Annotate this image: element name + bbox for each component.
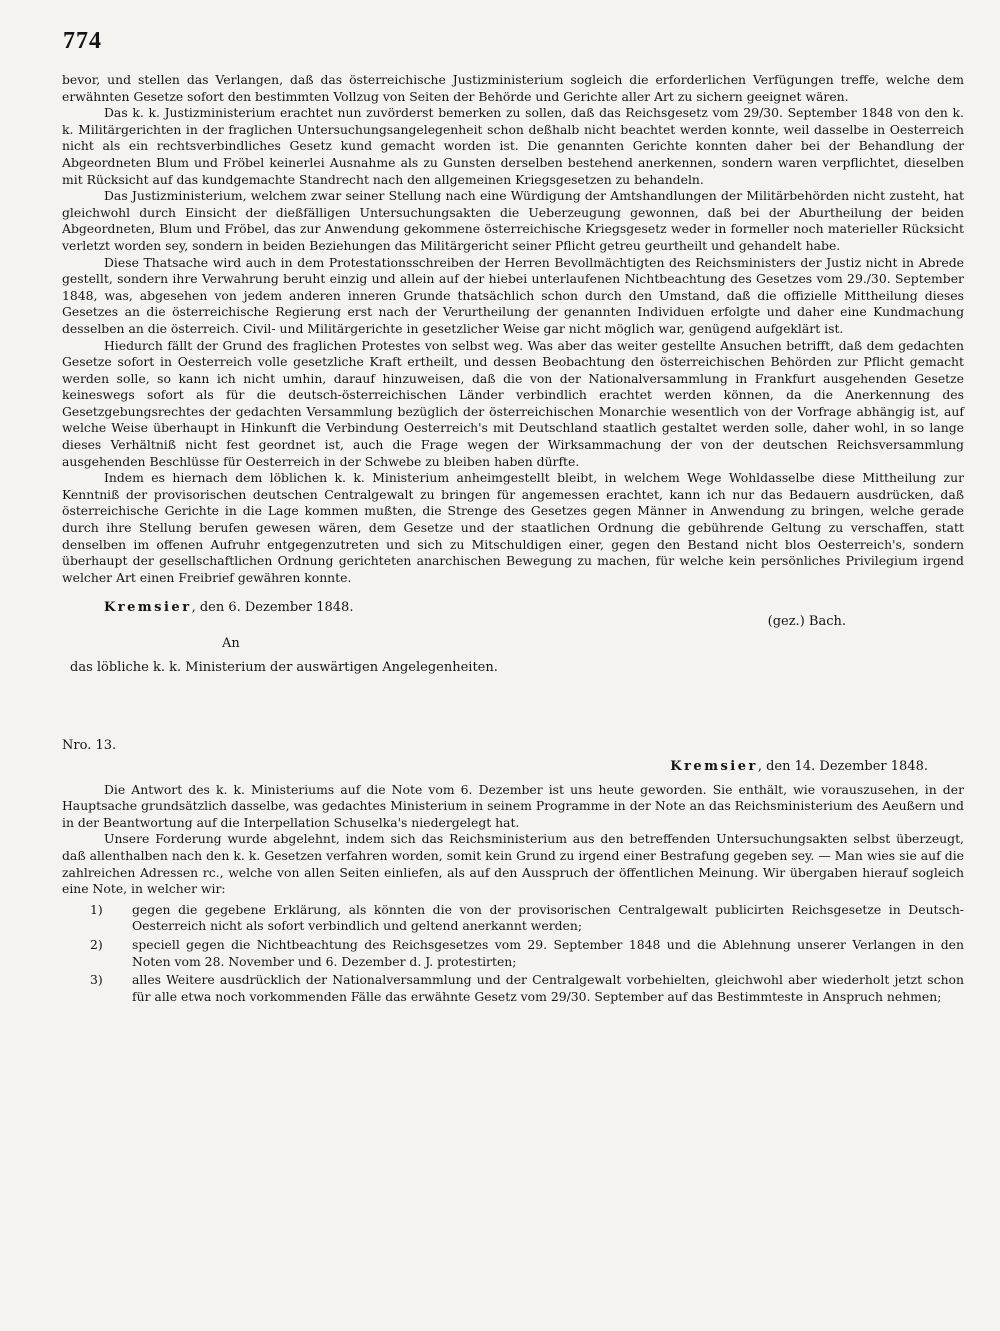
paragraph: Hiedurch fällt der Grund des fraglichen Protestes von selbst weg. Was aber das weiter gestellte Ansuchen betrifft, daß dem gedachten Gesetze sofort in Oesterreich volle gesetzliche Kraft ertheilt, und dessen Beobachtung den österreichischen Behörden zur Pflicht gemacht werden solle, so kann ich nicht umhin, darauf hinzuweisen, daß die von der Nationalversammlung in Frankfurt ausgehenden Gesetze keineswegs sofort als für die deutsch-österreichischen Länder verbindlich erachtet werden können, da die Anerkennung des Gesetzgebungsrechtes der gedachten Versammlung bezüglich der österreichischen Monarchie wesentlich von der Vorfrage abhängig ist, auf welche Weise überhaupt in Hinkunft die Verbindung Oesterreich's mit Deutschland staatlich gestaltet werden solle, daher wohl, in so lange dieses Verhältniß nicht fest geordnet ist, auch die Frage wegen der Wirksammachung der von der deutschen Reichsversammlung ausgehenden Beschlüsse für Oesterreich in der Schwebe zu bleiben haben dürfte. — [62, 337, 964, 469]
signature-date: , den 6. Dezember 1848. — [191, 600, 354, 616]
list-item — [62, 902, 964, 935]
paragraph: Das Justizministerium, welchem zwar seiner Stellung nach eine Würdigung der Amtshandlungen der Militärbehörden nicht zusteht, hat gleichwohl durch Einsicht der dießfälligen Untersuchungsakten die Ueberzeugung gewonnen, daß bei der Aburtheilung der beiden Abgeordneten, Blum und Fröbel, das zur Anwendung gekommene österreichische Kriegsgesetz weder in formeller noch materieller Rücksicht verletzt worden sey, sondern in beiden Beziehungen das Militärgericht seiner Pflicht getreu geurtheilt und gehandelt habe. — [62, 188, 964, 253]
list-item-number: 2) — [90, 936, 103, 952]
paragraph: Unsere Forderung wurde abgelehnt, indem sich das Reichsministerium aus den betreffenden Untersuchungsakten selbst überzeugt, daß allenthalben nach den k. k. Gesetzen verfahren worden, somit kein Grund zu irgend einer Bestrafung gegeben sey. — Man wies sie auf die zahlreichen Adressen rc., welche von allen Seiten einliefen, als auf den Ausspruch der öffentlichen Meinung. Wir übergaben hierauf sogleich eine Note, in welcher wir: — [62, 831, 964, 897]
list-item-text: alles Weitere ausdrücklich der Nationalversammlung und der Centralgewalt vorbehielten, gleichwohl aber wiederholt jetzt schon für alle etwa noch vorkommenden Fälle das erwähnte Gesetz vom 29/30. September auf das Bestimmteste in Anspruch nehmen; — [132, 972, 964, 1004]
dateline-date: , den 14. Dezember 1848. — [757, 759, 928, 774]
signature-name: (gez.) Bach. — [767, 614, 846, 630]
paragraph: bevor, und stellen das Verlangen, daß das österreichische Justizministerium sogleich die erforderlichen Verfügungen treffe, welche dem erwähnten Gesetze sofort den bestimmten Vollzug von Seiten der Behörde und Gerichte aller Art zu sichern geeignet wären. — [62, 72, 964, 104]
paragraph: Das k. k. Justizministerium erachtet nun zuvörderst bemerken zu sollen, daß das Reichsgesetz vom 29/30. September 1848 von den k. k. Militärgerichten in der fraglichen Untersuchungsangelegenheit schon deßhalb nicht beachtet werden konnte, weil dasselbe in Oesterreich nicht als ein rechtsverbindliches Gesetz kund gemacht worden ist. Die genannten Gerichte konnten daher bei der Behandlung der Abgeordneten Blum und Fröbel keinerlei Ausnahme als zu Gunsten derselben bestehend anerkennen, sondern waren verpflichtet, dieselben mit Rücksicht auf das kundgemachte Standrecht nach den allgemeinen Kriegsgesetzen zu behandeln. — [62, 105, 964, 187]
numbered-list — [62, 902, 964, 1006]
paragraph: Die Antwort des k. k. Ministeriums auf die Note vom 6. Dezember ist uns heute geworden. Sie enthält, wie vorauszusehen, in der Hauptsache grundsätzlich dasselbe, was gedachtes Ministerium in seinem Programme in der Note an das Reichsministerium des Aeußern und in der Beantwortung auf die Interpellation Schuselka's niedergelegt hat. — [62, 781, 964, 830]
page-number: 774 — [63, 28, 102, 54]
list-item — [62, 937, 964, 970]
list-item — [62, 972, 964, 1005]
signature-place: Kremsier — [104, 600, 192, 616]
paragraph: Indem es hiernach dem löblichen k. k. Ministerium anheimgestellt bleibt, in welchem Wege Wohldasselbe diese Mittheilung zur Kenntniß der provisorischen deutschen Centralgewalt zu bringen für angemessen erachtet, kann ich nur das Bedauern ausdrücken, daß österreichische Gerichte in die Lage kommen mußten, die Strenge des Gesetzes gegen Männer in Anwendung zu bringen, welche gerade durch ihre Stellung berufen gewesen wären, dem Gesetze und der staatlichen Ordnung die gebührende Geltung zu verschaffen, statt denselben im offenen Aufruhr entgegenzutreten und sich zu Mitschuldigen einer, gegen den Bestand nicht blos Oesterreich's, sondern überhaupt der gesellschaftlichen Ordnung gerichteten anarchischen Bewegung zu machen, für welche kein persönliches Privilegium irgend welcher Art einen Freibrief gewähren konnte. — [62, 470, 964, 585]
document-number: Nro. 13. — [62, 738, 117, 754]
list-item-text: gegen die gegebene Erklärung, als könnten die von der provisorischen Centralgewalt publicirten Reichsgesetze in Deutsch-Oesterreich nicht als sofort verbindlich und geltend anerkannt werden; — [132, 901, 964, 934]
paragraph: Diese Thatsache wird auch in dem Protestationsschreiben der Herren Bevollmächtigten des Reichsministers der Justiz nicht in Abrede gestellt, sondern ihre Verwahrung beruht einzig und allein auf der hiebei unterlaufenen Nichtbeachtung des Gesetzes vom 29./30. September 1848, was, abgesehen von jedem anderen inneren Grunde thatsächlich schon durch den Umstand, daß die offizielle Mittheilung dieses Gesetzes an die österreichische Regierung erst nach der Verurtheilung der genannten Individuen erfolgte und daher eine Kundmachung desselben an die österreich. Civil- und Militärgerichte in gesetzlicher Weise gar nicht möglich war, genügend aufgeklärt ist. — [62, 254, 964, 336]
addressee: das löbliche k. k. Ministerium der auswärtigen Angelegenheiten. — [70, 660, 498, 676]
list-item-number: 3) — [90, 972, 103, 988]
dateline — [62, 759, 964, 776]
list-item-text: speciell gegen die Nichtbeachtung des Reichsgesetzes vom 29. September 1848 und die Ablehnung unserer Verlangen in den Noten vom 28. November und 6. Dezember d. J. protestirten; — [132, 936, 964, 969]
list-item-number: 1) — [90, 901, 103, 917]
document-body — [62, 72, 964, 1007]
signature-place-date — [104, 600, 353, 617]
dateline-place: Kremsier — [670, 759, 758, 774]
signature-block — [62, 594, 964, 686]
addressee-prefix: An — [222, 636, 240, 652]
